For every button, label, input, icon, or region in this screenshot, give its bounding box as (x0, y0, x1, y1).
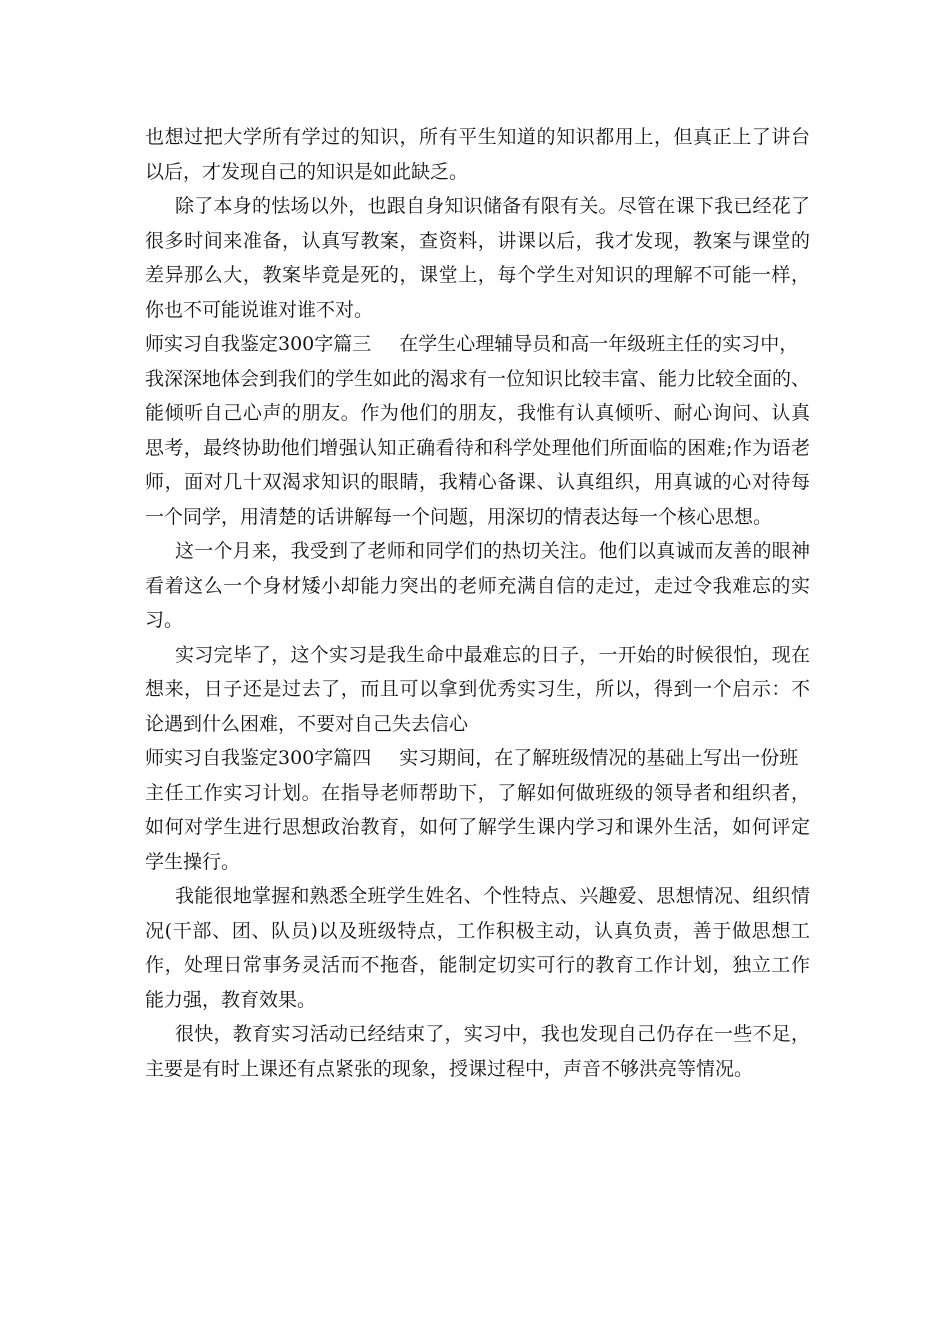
section-heading-line (145, 741, 810, 776)
line-text: 差异那么大，教案毕竟是死的，课堂上，每个学生对知识的理解不可能一样， (145, 264, 810, 286)
line-text: 思考，最终协助他们增强认知正确看待和科学处理他们所面临的困难;作为语老 (145, 436, 810, 459)
paragraph-line (145, 362, 810, 397)
paragraph-line (145, 465, 810, 500)
line-text: 我能很地掌握和熟悉全班学生姓名、个性特点、兴趣爱、思想情况、组织情 (175, 885, 810, 907)
line-text: 能力强，教育效果。 (145, 988, 317, 1011)
section-heading-line (145, 327, 810, 362)
heading-gap (371, 327, 399, 362)
line-text: 看着这么一个身材矮小却能力突出的老师充满自信的走过，走过令我难忘的实 (145, 574, 810, 597)
line-text: 学生操行。 (145, 850, 241, 873)
line-text: 主任工作实习计划。在指导老师帮助下，了解如何做班级的领导者和组织者， (145, 781, 810, 804)
line-text: 论遇到什么困难，不要对自己失去信心 (145, 712, 469, 735)
paragraph-line (145, 224, 810, 259)
line-text: 以后，才发现自己的知识是如此缺乏。 (145, 160, 469, 183)
paragraph-line (145, 258, 810, 293)
line-text: 师，面对几十双渴求知识的眼睛，我精心备课、认真组织，用真诚的心对待每 (145, 471, 810, 493)
line-text: 实习期间，在了解班级情况的基础上写出一份班 (399, 747, 799, 769)
line-text: 你也不可能说谁对谁不对。 (145, 298, 374, 321)
paragraph-line (145, 569, 810, 604)
paragraph-line (145, 1017, 810, 1052)
paragraph-line (145, 914, 810, 949)
paragraph-line (145, 155, 810, 190)
document-body (145, 120, 810, 1086)
line-text: 也想过把大学所有学过的知识，所有平生知道的知识都用上，但真正上了讲台 (145, 126, 810, 148)
line-text: 在学生心理辅导员和高一年级班主任的实习中， (399, 333, 799, 355)
line-text: 能倾听自己心声的朋友。作为他们的朋友，我惟有认真倾听、耐心询问、认真 (145, 402, 810, 424)
paragraph-line (145, 534, 810, 569)
paragraph-line (145, 776, 810, 811)
paragraph-line (145, 1052, 810, 1087)
line-text: 我深深地体会到我们的学生如此的渴求有一位知识比较丰富、能力比较全面的、 (145, 367, 811, 390)
line-text: 实习完毕了，这个实习是我生命中最难忘的日子，一开始的时候很怕，现在 (175, 643, 810, 666)
line-text: 想来，日子还是过去了，而且可以拿到优秀实习生，所以，得到一个启示：不 (145, 678, 810, 700)
line-text: 主要是有时上课还有点紧张的现象，授课过程中，声音不够洪亮等情况。 (145, 1057, 754, 1080)
line-text: 习。 (145, 609, 184, 631)
section-heading: 师实习自我鉴定300字篇四 (145, 747, 372, 769)
line-text: 除了本身的怯场以外，也跟自身知识储备有限有关。尽管在课下我已经花了 (175, 195, 810, 217)
paragraph-line (145, 707, 810, 742)
paragraph-line (145, 431, 810, 466)
paragraph-line (145, 189, 810, 224)
paragraph-line (145, 500, 810, 535)
paragraph-line (145, 396, 810, 431)
paragraph-line (145, 983, 810, 1018)
line-text: 一个同学，用清楚的话讲解每一个问题，用深切的情表达每一个核心思想。 (145, 505, 773, 528)
line-text: 况(干部、团、队员)以及班级特点，工作积极主动，认真负责，善于做思想工 (145, 919, 810, 942)
section-heading: 师实习自我鉴定300字篇三 (145, 333, 372, 355)
paragraph-line (145, 810, 810, 845)
line-text: 如何对学生进行思想政治教育，如何了解学生课内学习和课外生活，如何评定 (145, 816, 810, 838)
paragraph-line (145, 638, 810, 673)
paragraph-line (145, 948, 810, 983)
paragraph-line (145, 845, 810, 880)
line-text: 很快，教育实习活动已经结束了，实习中，我也发现自己仍存在一些不足， (175, 1023, 810, 1045)
paragraph-line (145, 293, 810, 328)
line-text: 作，处理日常事务灵活而不拖沓，能制定切实可行的教育工作计划，独立工作 (145, 954, 810, 976)
paragraph-line (145, 120, 810, 155)
line-text: 这一个月来，我受到了老师和同学们的热切关注。他们以真诚而友善的眼神 (175, 540, 810, 562)
paragraph-line (145, 672, 810, 707)
paragraph-line (145, 879, 810, 914)
heading-gap (371, 741, 399, 776)
paragraph-line (145, 603, 810, 638)
line-text: 很多时间来准备，认真写教案，查资料，讲课以后，我才发现，教案与课堂的 (145, 229, 810, 252)
